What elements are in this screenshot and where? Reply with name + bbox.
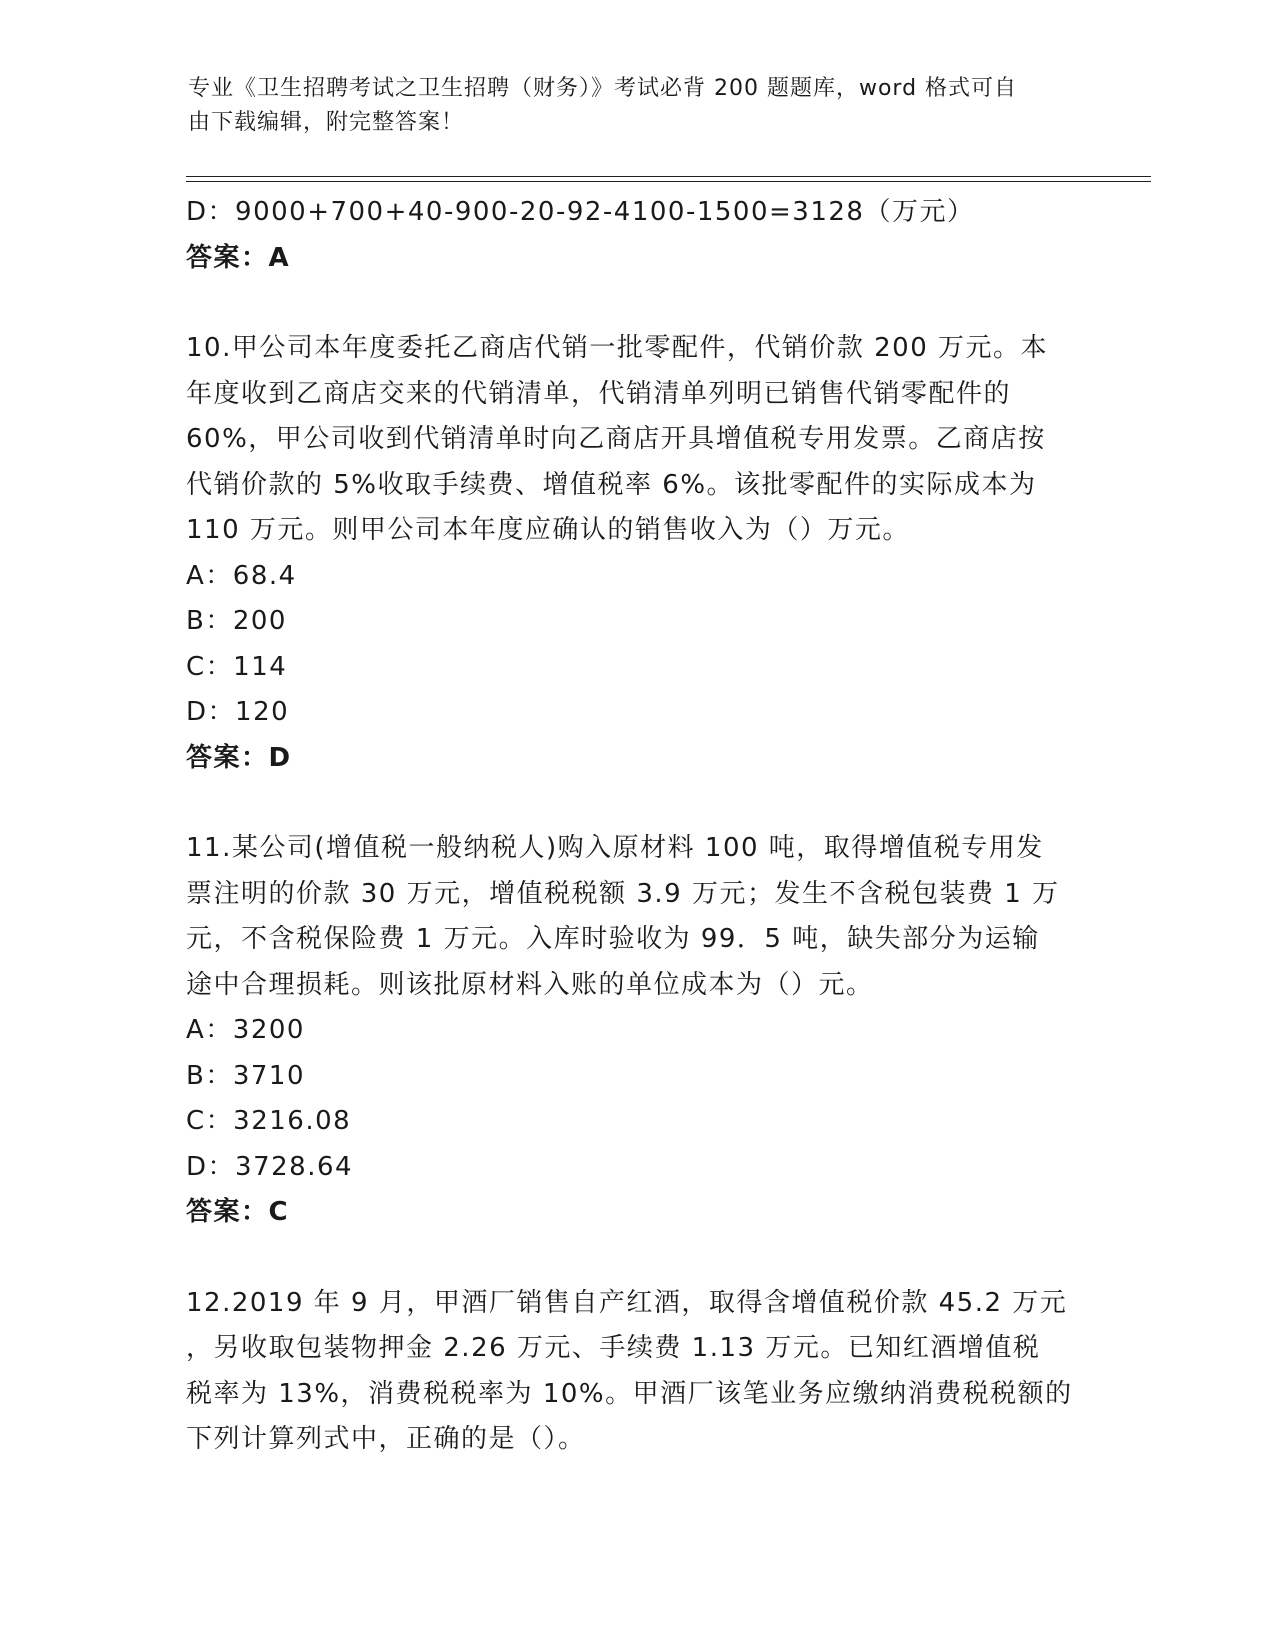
- option-b: B：3710: [186, 1060, 306, 1091]
- spacer: [186, 781, 1076, 826]
- header-title-line-1: 专业《卫生招聘考试之卫生招聘（财务）》考试必背 200 题题库，word 格式可自: [188, 76, 1018, 101]
- question-text-line: 途中合理损耗。则该批原材料入账的单位成本为（）元。: [186, 969, 874, 1000]
- question-11: [186, 826, 1076, 1236]
- question-text-line: 年度收到乙商店交来的代销清单，代销清单列明已销售代销零配件的: [186, 378, 1012, 409]
- option-a: A：68.4: [186, 560, 297, 591]
- option-d: D：3728.64: [186, 1151, 354, 1182]
- option-c: C：3216.08: [186, 1106, 352, 1136]
- option-b: B：200: [186, 606, 287, 636]
- prev-question-answer: 答案：A: [186, 242, 291, 273]
- question-text-line: 票注明的价款 30 万元，增值税税额 3.9 万元；发生不含税包装费 1 万: [186, 878, 1060, 909]
- question-text-line: 税率为 13%，消费税税率为 10%。甲酒厂该笔业务应缴纳消费税税额的: [186, 1378, 1073, 1409]
- question-text-line: 下列计算列式中，正确的是（）。: [186, 1424, 586, 1454]
- question-text-line: 10.甲公司本年度委托乙商店代销一批零配件，代销价款 200 万元。本: [186, 333, 1049, 363]
- question-text-line: 11.某公司(增值税一般纳税人)购入原材料 100 吨，取得增值税专用发: [186, 833, 1044, 863]
- spacer: [186, 281, 1076, 326]
- document-body: [186, 190, 1076, 1463]
- header-divider-top: [186, 176, 1151, 177]
- question-text-line: 110 万元。则甲公司本年度应确认的销售收入为（）万元。: [186, 515, 910, 545]
- option-c: C：114: [186, 651, 288, 682]
- option-a: A：3200: [186, 1015, 305, 1045]
- answer-label: 答案：C: [186, 1197, 290, 1227]
- prev-question-option-d: D：9000+700+40-900-20-92-4100-1500=3128（万元）: [186, 197, 975, 227]
- header-title-line-2: 由下载编辑，附完整答案！: [188, 110, 465, 135]
- question-text-line: ，另收取包装物押金 2.26 万元、手续费 1.13 万元。已知红酒增值税: [186, 1333, 1041, 1363]
- question-text-line: 元，不含税保险费 1 万元。入库时验收为 99．5 吨，缺失部分为运输: [186, 924, 1040, 954]
- question-12: [186, 1281, 1076, 1463]
- answer-label: 答案：D: [186, 742, 292, 773]
- header-divider-bottom: [186, 181, 1151, 182]
- question-text-line: 60%，甲公司收到代销清单时向乙商店开具增值税专用发票。乙商店按: [186, 424, 1046, 454]
- option-d: D：120: [186, 697, 290, 727]
- document-header: [188, 72, 1068, 140]
- question-text-line: 12.2019 年 9 月，甲酒厂销售自产红酒，取得含增值税价款 45.2 万元: [186, 1287, 1068, 1318]
- question-10: [186, 326, 1076, 781]
- question-text-line: 代销价款的 5%收取手续费、增值税率 6%。该批零配件的实际成本为: [186, 469, 1037, 500]
- spacer: [186, 1236, 1076, 1281]
